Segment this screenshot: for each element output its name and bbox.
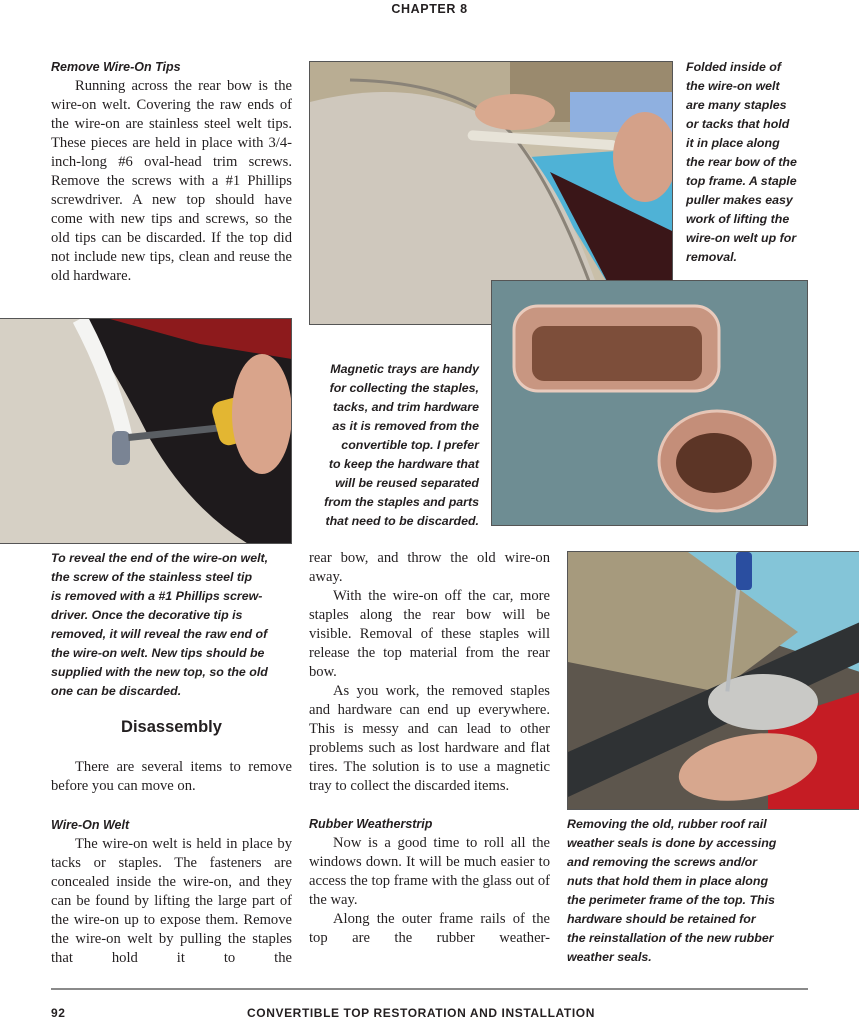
caption-welt-tip: To reveal the end of the wire-on welt, the screw of the stainless steel tip is removed with a #1 Phillips screw- driver. Once the decorative tip is removed, it will reveal the raw end of the wire-on welt. New tips should be supplied with the new top, so the old one can be discarded. bbox=[51, 551, 269, 698]
book-title: CONVERTIBLE TOP RESTORATION AND INSTALLATION bbox=[247, 1006, 595, 1020]
paragraph-wire-on-tips: Running across the rear bow is the wire-on welt. Covering the raw ends of the wire-on are stainless steel welt tips. These pieces are held in place with 3/4-inch-long #6 oval-head trim screws. Remove the screws with a #1 Phillips screwdriver. A new top should have come with new tips and screws, so the old tips can be discarded. If the top did not include new tips, clean and reuse the old hardware. bbox=[51, 78, 292, 284]
welt-tip-illustration bbox=[0, 319, 292, 544]
caption-weather-seals: Removing the old, rubber roof rail weather seals is done by accessing and removing the screws and/or nuts that hold them in place along the perimeter frame of the top. This hardware should be retained for the reinstallation of the new rubber weather seals. bbox=[567, 817, 777, 964]
running-head-chapter: CHAPTER 8 bbox=[391, 2, 468, 16]
subhead-wire-on-welt: Wire-On Welt bbox=[51, 818, 130, 832]
paragraph-wire-on-welt-cont: rear bow, and throw the old wire-on away. bbox=[309, 550, 550, 585]
subhead-rubber-weatherstrip: Rubber Weatherstrip bbox=[309, 817, 433, 831]
caption-welt-staples: Folded inside of the wire-on welt are many staples or tacks that hold it in place along the rear bow of the top frame. A staple puller makes easy work of lifting the wire-on welt up for removal. bbox=[686, 60, 797, 264]
section-remove-wire-on-tips bbox=[51, 58, 292, 286]
subhead-remove-wire-on-tips: Remove Wire-On Tips bbox=[51, 60, 181, 74]
paragraph-wire-on-welt: The wire-on welt is held in place by tacks or staples. The fasteners are concealed inside the wire-on, and they can be found by lifting the large part of the wire-on up to expose them. Remove the wire-on welt by pulling the staples that hold it to the bbox=[51, 836, 292, 966]
photo-magnetic-trays bbox=[491, 280, 808, 526]
magnetic-trays-illustration bbox=[492, 281, 808, 526]
roof-rail-illustration bbox=[568, 552, 859, 810]
section-heading-disassembly: Disassembly bbox=[121, 718, 222, 736]
section-disassembly-col2 bbox=[309, 549, 550, 948]
footer-rule bbox=[51, 988, 808, 990]
paragraph-outer-frame-rails: Along the outer frame rails of the top are the rubber weather- bbox=[309, 911, 550, 946]
paragraph-disassembly-intro: There are several items to remove before you can move on. bbox=[51, 759, 292, 794]
page-number: 92 bbox=[51, 1006, 66, 1020]
paragraph-wire-on-off: With the wire-on off the car, more staples along the rear bow will be visible. Removal of these staples will release the top material from the rear bow. bbox=[309, 588, 550, 680]
paragraph-roll-windows: Now is a good time to roll all the windows down. It will be much easier to access the top frame with the glass out of the way. bbox=[309, 835, 550, 908]
photo-roof-rail-weather-seal bbox=[567, 551, 859, 810]
photo-welt-tip-screwdriver bbox=[0, 318, 292, 544]
caption-magnetic-trays: Magnetic trays are handy for collecting the staples, tacks, and trim hardware as it is removed from the convertible top. I prefer to keep the hardware that will be reused separated from the staples and parts that need to be discarded. bbox=[324, 362, 479, 528]
paragraph-removed-staples: As you work, the removed staples and hardware can end up everywhere. This is messy and can lead to other problems such as lost hardware and flat tires. The solution is to use a magnetic tray to collect the discarded items. bbox=[309, 683, 550, 794]
section-disassembly-col1 bbox=[51, 758, 292, 968]
